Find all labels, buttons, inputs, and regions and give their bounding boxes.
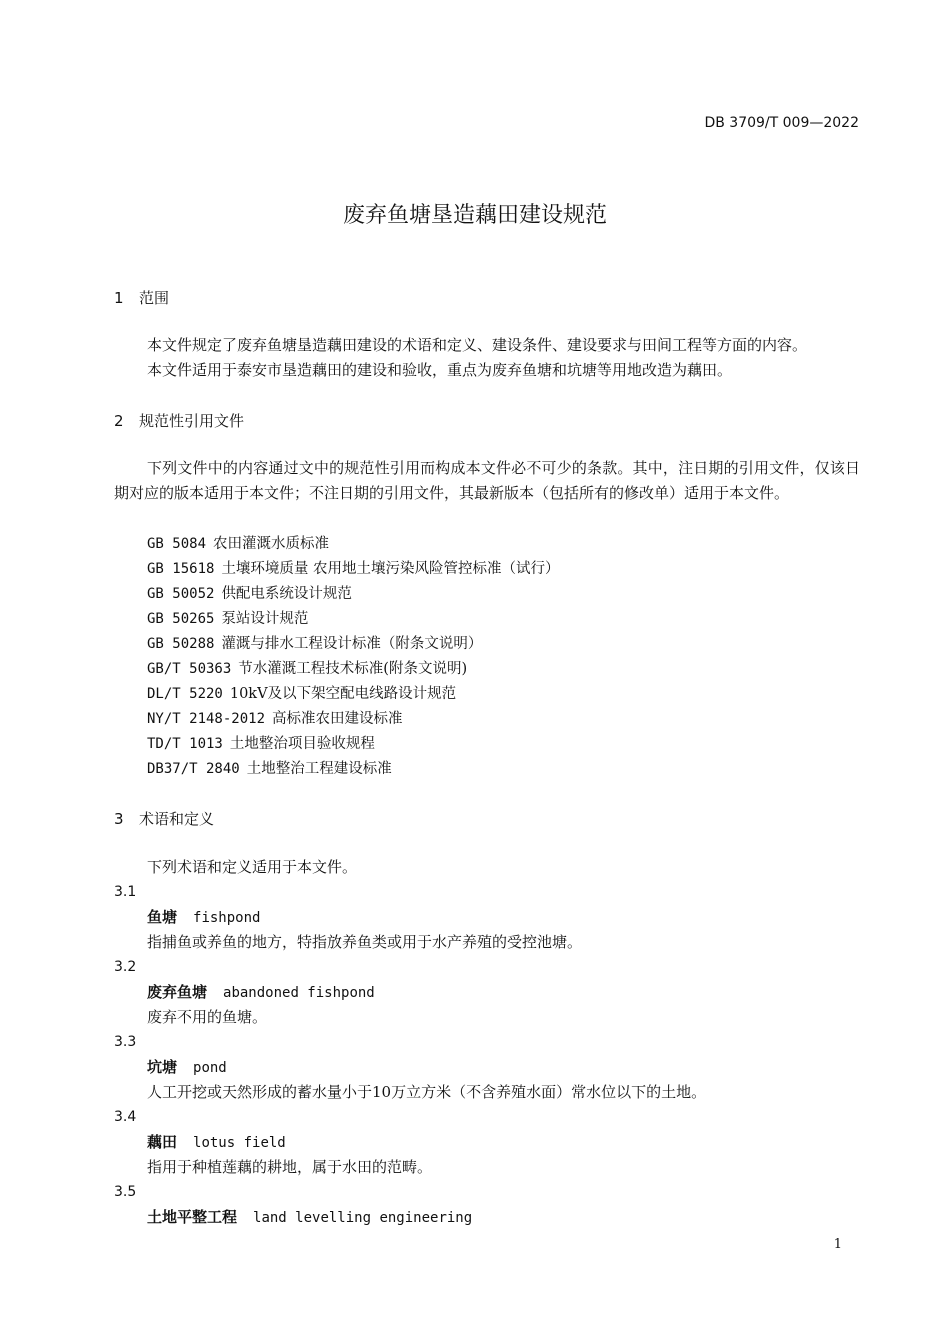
reference-code: GB 50052 (147, 586, 215, 602)
reference-title: 灌溉与排水工程设计标准（附条文说明） (221, 636, 483, 652)
section-number: 3 (114, 810, 124, 828)
reference-code: NY/T 2148-2012 (147, 711, 266, 727)
reference-code: GB 5084 (147, 536, 207, 552)
section-title: 术语和定义 (139, 810, 215, 828)
reference-item (147, 632, 482, 657)
term-heading (147, 1130, 286, 1156)
normative-intro-paragraph: 下列文件中的内容通过文中的规范性引用而构成本文件必不可少的条款。其中，注日期的引用文件，仅该日期对应的版本适用于本文件；不注日期的引用文件，其最新版本（包括所有的修改单）适用于本文件。 (114, 459, 860, 502)
reference-item (147, 532, 329, 557)
reference-title: 10kV及以下架空配电线路设计规范 (229, 686, 457, 702)
section-1-heading (114, 287, 169, 308)
term-english: land levelling engineering (253, 1210, 473, 1226)
scope-paragraph-2: 本文件适用于泰安市垦造藕田的建设和验收，重点为废弃鱼塘和坑塘等用地改造为藕田。 (147, 361, 733, 379)
section-number: 1 (114, 289, 124, 307)
term-chinese: 鱼塘 (147, 908, 178, 926)
term-number: 3.3 (114, 1034, 137, 1050)
term-heading (147, 1205, 472, 1231)
reference-title: 泵站设计规范 (221, 611, 309, 627)
term-heading (147, 905, 260, 931)
terms-intro-paragraph: 下列术语和定义适用于本文件。 (147, 858, 358, 876)
reference-title: 高标准农田建设标准 (272, 711, 403, 727)
reference-code: DL/T 5220 (147, 686, 223, 702)
reference-code: TD/T 1013 (147, 736, 223, 752)
document-code: DB 3709/T 009—2022 (704, 115, 859, 131)
section-2-heading (114, 410, 244, 431)
reference-title: 土地整治项目验收规程 (229, 736, 375, 752)
reference-code: GB 50288 (147, 636, 215, 652)
reference-title: 农田灌溉水质标准 (213, 536, 330, 552)
term-english: pond (193, 1060, 227, 1076)
reference-item (147, 757, 392, 782)
term-definition: 指用于种植莲藕的耕地，属于水田的范畴。 (147, 1158, 433, 1176)
term-chinese: 土地平整工程 (147, 1208, 238, 1226)
term-chinese: 藕田 (147, 1133, 178, 1151)
reference-code: GB 15618 (147, 561, 215, 577)
term-number: 3.1 (114, 884, 137, 900)
reference-title: 节水灌溉工程技术标准(附条文说明) (238, 661, 468, 677)
term-heading (147, 1055, 227, 1081)
section-title: 规范性引用文件 (139, 412, 245, 430)
term-english: lotus field (193, 1135, 286, 1151)
section-number: 2 (114, 412, 124, 430)
term-number: 3.4 (114, 1109, 137, 1125)
reference-item (147, 657, 467, 682)
page-title: 废弃鱼塘垦造藕田建设规范 (342, 203, 607, 228)
term-definition: 指捕鱼或养鱼的地方，特指放养鱼类或用于水产养殖的受控池塘。 (147, 933, 583, 951)
section-title: 范围 (139, 289, 170, 307)
reference-code: GB 50265 (147, 611, 215, 627)
reference-item (147, 707, 403, 732)
term-chinese: 废弃鱼塘 (147, 983, 208, 1001)
reference-code: GB/T 50363 (147, 661, 232, 677)
term-number: 3.5 (114, 1184, 137, 1200)
reference-item (147, 607, 308, 632)
term-number: 3.2 (114, 959, 137, 975)
reference-item (147, 732, 375, 757)
reference-item (147, 682, 456, 707)
scope-paragraph-1: 本文件规定了废弃鱼塘垦造藕田建设的术语和定义、建设条件、建设要求与田间工程等方面的内容。 (147, 336, 808, 354)
term-chinese: 坑塘 (147, 1058, 178, 1076)
reference-item (147, 582, 352, 607)
section-3-heading (114, 808, 214, 829)
reference-code: DB37/T 2840 (147, 761, 240, 777)
page-number: 1 (833, 1237, 842, 1252)
reference-title: 土壤环境质量 农用地土壤污染风险管控标准（试行） (221, 561, 560, 577)
term-definition: 人工开挖或天然形成的蓄水量小于10万立方米（不含养殖水面）常水位以下的土地。 (147, 1083, 707, 1101)
term-heading (147, 980, 375, 1006)
term-english: abandoned fishpond (223, 985, 375, 1001)
term-english: fishpond (193, 910, 261, 926)
reference-title: 土地整治工程建设标准 (246, 761, 392, 777)
term-definition: 废弃不用的鱼塘。 (147, 1008, 268, 1026)
reference-item (147, 557, 560, 582)
reference-title: 供配电系统设计规范 (221, 586, 352, 602)
